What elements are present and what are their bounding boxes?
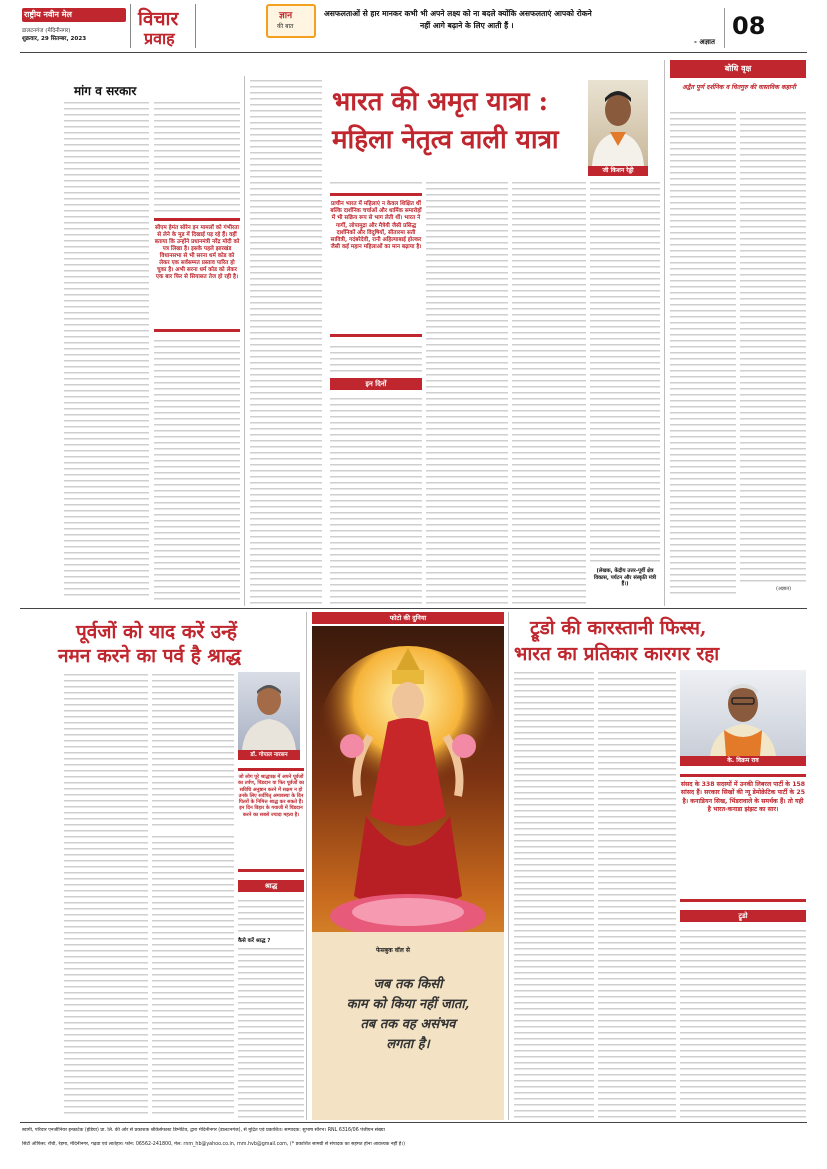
section-title-2: प्रवाह — [144, 29, 175, 48]
trudeau-pullquote-text: संसद के 338 सदस्यों में उनकी लिबरल पार्टी के 158 सांसद हैं। सरकार सिखों की न्यू डेमोक्रेटिक पार्टी के 25 है। कनाडियन सिख, भिंडरावाले के समर्थक हैं। तो यही है भारत-कनाडा झंझट का सार। — [680, 781, 806, 814]
trudeau-headline-1: ट्रूडो की कारस्तानी फिस्स, — [530, 617, 707, 639]
main-col-4 — [512, 180, 586, 606]
page-number-box — [724, 8, 725, 48]
author-portrait-icon — [588, 80, 648, 166]
masthead — [0, 0, 827, 52]
main-col-2c — [330, 396, 422, 606]
trudeau-subhead: ट्रूडो — [680, 910, 806, 922]
photo-quote-line-3: तब तक वह असंभव — [360, 1017, 456, 1032]
main-footnote: (लेखक, केंद्रीय उत्तर-पूर्वी क्षेत्र विकास, पर्यटन और संस्कृति मंत्री हैं।) — [593, 568, 657, 588]
city-label: डालटनगंज (मेदिनीनगर) — [22, 28, 71, 34]
col-divider-sidebar — [664, 60, 665, 606]
shraddh-col-3 — [238, 898, 304, 932]
footer-rule — [20, 1122, 807, 1123]
editorial-pullquote — [154, 218, 240, 332]
trudeau-col-3 — [680, 928, 806, 1118]
sidebar-body-2 — [740, 110, 806, 582]
photo-quote-line-1: जब तक किसी — [373, 977, 443, 992]
page-number: 08 — [732, 12, 766, 40]
quote-line-2: नहीं आगे बढ़ाने के लिए आती हैं । — [420, 21, 514, 30]
author-caption-narsan: डॉ. गोपाल नारसन — [238, 750, 300, 760]
author-caption-reddy: जी किशन रेड्डी — [588, 166, 648, 176]
author-photo-rao — [680, 670, 806, 756]
shraddh-headline-2: नमन करने का पर्व है श्राद्ध — [58, 645, 241, 667]
trudeau-col-1 — [514, 670, 594, 1118]
masthead-rule — [20, 52, 807, 53]
author-caption-rao: के. विक्रम राव — [680, 756, 806, 766]
editorial-body-3 — [154, 100, 240, 212]
section-title-1: विचार — [138, 8, 179, 30]
author-portrait-icon — [238, 672, 300, 750]
main-col-5 — [590, 180, 660, 564]
shraddh-pullquote-text: जो लोग पूरे श्राद्धपक्ष में अपने पूर्वजों का तर्पण, पिंडदान या फिर पूर्वजों का सविधि अनुष्ठान करने में सक्षम न हो उनके लिए सर्वपितृ अमावस्या के दिन पितरों के निमित्त श्राद्ध कर सकते हैं। इन दिन विहार के गयाजी में पिंडदान करने का सबसे ज्यादा महत्व है। — [238, 774, 304, 818]
shraddh-col-3b — [238, 946, 304, 1118]
photo-header: फोटो की दुनिया — [312, 612, 504, 624]
shraddh-col-1 — [64, 672, 148, 1118]
logo-line-1: ज्ञान — [279, 11, 293, 21]
shraddh-headline-1: पूर्वजों को याद करें उन्हें — [76, 621, 237, 643]
editorial-body-2 — [64, 100, 149, 600]
sidebar-byline: (अज्ञात) — [776, 586, 792, 592]
author-photo-narsan — [238, 672, 300, 750]
mid-rule — [20, 608, 807, 609]
sidebar-headline: अद्वैत पूर्ण दर्शनिक व चितगुरु की वास्तविक कहानी — [682, 84, 796, 91]
main-pullquote — [330, 193, 422, 337]
trudeau-col-2 — [598, 670, 676, 1118]
col-divider-photo-left — [306, 612, 307, 1120]
trudeau-headline-2: भारत का प्रतिकार कारगर रहा — [514, 643, 720, 665]
main-headline-1: भारत की अमृत यात्रा : — [332, 87, 549, 117]
photo-quote-line-4: लगता है। — [386, 1037, 430, 1052]
trudeau-pullquote — [680, 774, 806, 902]
main-col-1 — [250, 78, 322, 606]
col-divider-1 — [244, 76, 245, 606]
shraddh-qa-label: कैसे करें श्राद्ध ? — [238, 938, 271, 944]
col-divider-photo-right — [508, 612, 509, 1120]
main-col-2a — [330, 180, 422, 188]
main-headline-2: महिला नेतृत्व वाली यात्रा — [332, 125, 559, 155]
logo-line-2: की बात — [277, 23, 294, 30]
date-label: शुक्रवार, 29 सितम्बर, 2023 — [22, 36, 87, 42]
quote-line-1: असफलताओं से हार मानकर कभी भी अपने लक्ष्य को ना बदले क्योंकि असफलताएं आपको रोकने — [324, 9, 592, 18]
editorial-pullquote-text: सीएम हेमंत सोरेन इन मामलों को गंभीरता से लेने के मूड में दिखाई पड़ रहे हैं। वहीं बताया कि उन्होंने प्रधानमंत्री नरेंद्र मोदी को पत्र लिखा है। इसके पहले झारखंड विधानसभा से भी सरना धर्म कोड को लेकर एक सर्वसम्मत प्रस्ताव पारित हो चुका है। अभी सरना धर्म कोड को लेकर एक बार फिर से सियासत तेज हो रही है। — [154, 225, 240, 280]
main-col-3 — [426, 180, 508, 606]
author-photo-reddy — [588, 80, 648, 166]
paper-name: राष्ट्रीय नवीन मेल — [24, 10, 72, 19]
sidebar-header: बोधि वृक्ष — [670, 60, 806, 78]
photo-quote-line-2: काम को किया नहीं जाता, — [346, 997, 470, 1012]
footer-imprint-2: सिटी ऑफिस: राँची, रेड़मा, मेदिनीनगर, गढ़वा एवं लातेहार। फोन: 06562-241800, मेल: rnm_hb@yahoo.co.in, rnm.hvb@gmail.com, (* प्रकाशित सामग्री से संपादक का सहमत होना आवश्यक नहीं है।) — [22, 1142, 406, 1147]
sidebar-body-1 — [670, 110, 736, 594]
photo-credit: फेसबुक वॉल से — [376, 947, 410, 954]
shraddh-pullquote — [238, 768, 304, 872]
main-subhead: इन दिनों — [330, 378, 422, 390]
footer-imprint-1: स्वामी, परिवार एनजीनियर इन्फ्राटेक (इंडिया) प्रा. लि. की ओर से प्रकाशक श्रीकेसेफास्ट डिग्नेटिव, द्वारा मेदिनीनगर (डालटनगंज), से मुद्रित एवं प्रकाशित। सम्पादक: सुभाष सौरभ। RNL 6316/06 पंजीयन संख्या — [22, 1128, 385, 1133]
editorial-heading: मांग व सरकार — [74, 84, 137, 98]
quote-author: - अज्ञात — [694, 38, 715, 46]
main-pullquote-text: प्राचीन भारत में महिलाएं न केवल शिक्षित थीं बल्कि दार्शनिक चर्चाओं और धार्मिक समारोहों में भी सक्रिय रूप से भाग लेती थीं। भारत ने गार्गी, लोपामुद्रा और मैत्रेयी जैसी प्रसिद्ध दार्शनिकों और विदुषियों, सीतारमा सती सावित्री, गदंबरेदेवी, रानी अहिल्याबाई होल्कर जैसी कई महान महिलाओं का मान बढ़ाया है। — [330, 201, 422, 251]
shraddh-col-2b — [152, 834, 234, 1118]
main-col-2b — [330, 344, 422, 374]
editorial-body-4 — [154, 338, 240, 600]
shraddh-col-2a — [152, 672, 234, 828]
author-portrait-icon — [680, 670, 806, 756]
shraddh-subhead: श्राद्ध — [238, 880, 304, 892]
